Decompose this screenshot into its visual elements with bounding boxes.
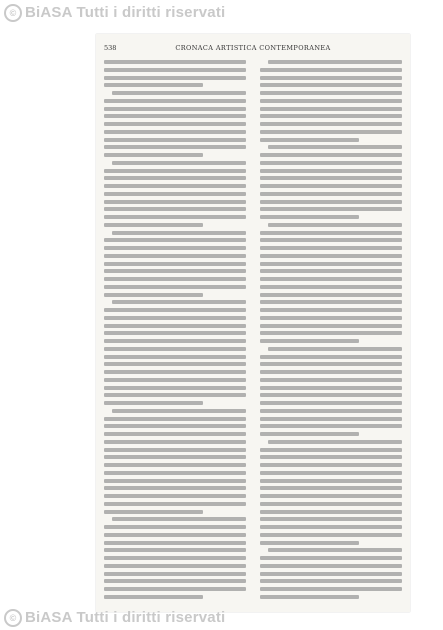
text-line	[260, 541, 359, 545]
scanned-page	[96, 34, 410, 612]
text-line	[104, 448, 246, 452]
text-line	[104, 122, 246, 126]
text-line	[260, 494, 402, 498]
text-line	[260, 401, 402, 405]
text-line	[260, 471, 402, 475]
text-line	[112, 517, 246, 521]
text-line	[104, 424, 246, 428]
text-line	[260, 83, 402, 87]
text-line	[104, 471, 246, 475]
text-line	[260, 324, 402, 328]
text-line	[104, 370, 246, 374]
text-line	[260, 262, 402, 266]
text-line	[260, 207, 402, 211]
text-line	[260, 517, 402, 521]
text-line	[260, 424, 402, 428]
text-line	[104, 556, 246, 560]
text-line	[104, 486, 246, 490]
text-line	[104, 316, 246, 320]
text-line	[104, 401, 203, 405]
text-line	[104, 339, 246, 343]
text-line	[104, 510, 203, 514]
page-header	[104, 42, 402, 56]
text-line	[104, 324, 246, 328]
text-line	[112, 231, 246, 235]
text-line	[104, 184, 246, 188]
text-line	[260, 339, 359, 343]
text-line	[260, 595, 359, 599]
text-line	[260, 331, 402, 335]
text-line	[104, 564, 246, 568]
text-line	[104, 277, 246, 281]
text-line	[260, 316, 402, 320]
copyright-logo-icon: ©	[4, 609, 22, 627]
text-line	[104, 138, 246, 142]
text-line	[104, 238, 246, 242]
text-line	[104, 269, 246, 273]
text-line	[260, 285, 402, 289]
text-line	[104, 99, 246, 103]
text-line	[104, 215, 246, 219]
text-line	[260, 300, 402, 304]
text-line	[260, 293, 402, 297]
text-line	[260, 308, 402, 312]
text-line	[104, 393, 246, 397]
text-line	[260, 362, 402, 366]
text-line	[260, 479, 402, 483]
text-column-right	[260, 60, 402, 603]
text-line	[260, 269, 402, 273]
text-line	[104, 533, 246, 537]
watermark-text: BiASA Tutti i diritti riservati	[25, 4, 226, 21]
running-head: CRONACA ARTISTICA CONTEMPORANEA	[175, 44, 331, 52]
text-line	[104, 595, 203, 599]
text-line	[260, 417, 402, 421]
text-line	[104, 153, 203, 157]
text-line	[104, 378, 246, 382]
text-line	[260, 184, 402, 188]
text-line	[112, 161, 246, 165]
text-line	[260, 432, 359, 436]
text-line	[260, 114, 402, 118]
text-line	[260, 448, 402, 452]
text-line	[104, 494, 246, 498]
text-line	[104, 417, 246, 421]
text-line	[104, 254, 246, 258]
text-line	[104, 308, 246, 312]
text-line	[260, 486, 402, 490]
text-line	[104, 440, 246, 444]
text-line	[104, 579, 246, 583]
text-line	[260, 246, 402, 250]
text-line	[104, 114, 246, 118]
text-line	[104, 347, 246, 351]
text-line	[268, 60, 402, 64]
text-line	[104, 192, 246, 196]
text-line	[268, 347, 402, 351]
watermark-bottom	[4, 609, 225, 627]
text-line	[260, 176, 402, 180]
text-line	[260, 238, 402, 242]
text-line	[104, 432, 246, 436]
text-line	[260, 231, 402, 235]
text-column-left	[104, 60, 246, 603]
text-line	[104, 502, 246, 506]
text-line	[260, 107, 402, 111]
text-line	[260, 200, 402, 204]
text-line	[260, 579, 402, 583]
text-line	[104, 293, 203, 297]
text-line	[260, 122, 402, 126]
text-line	[104, 83, 203, 87]
text-line	[104, 76, 246, 80]
text-line	[260, 393, 402, 397]
text-line	[104, 285, 246, 289]
text-line	[260, 161, 402, 165]
watermark-top	[4, 4, 225, 22]
text-line	[260, 463, 402, 467]
text-line	[104, 572, 246, 576]
text-line	[260, 169, 402, 173]
text-line	[104, 176, 246, 180]
text-line	[268, 145, 402, 149]
text-line	[268, 440, 402, 444]
text-line	[104, 145, 246, 149]
text-line	[260, 533, 402, 537]
text-line	[260, 502, 402, 506]
text-line	[260, 138, 359, 142]
text-line	[104, 200, 246, 204]
text-line	[260, 572, 402, 576]
text-line	[104, 169, 246, 173]
text-line	[104, 525, 246, 529]
text-line	[112, 91, 246, 95]
text-line	[260, 525, 402, 529]
text-line	[104, 541, 246, 545]
text-line	[104, 262, 246, 266]
text-line	[260, 215, 359, 219]
text-line	[260, 378, 402, 382]
text-line	[104, 130, 246, 134]
text-line	[104, 207, 246, 211]
text-line	[260, 99, 402, 103]
text-line	[268, 548, 402, 552]
text-line	[260, 355, 402, 359]
text-line	[104, 362, 246, 366]
text-line	[260, 455, 402, 459]
text-line	[104, 587, 246, 591]
text-line	[104, 331, 246, 335]
text-line	[260, 192, 402, 196]
text-line	[260, 76, 402, 80]
text-line	[260, 153, 402, 157]
text-line	[260, 386, 402, 390]
text-line	[260, 277, 402, 281]
text-line	[104, 455, 246, 459]
copyright-logo-icon: ©	[4, 4, 22, 22]
text-line	[104, 463, 246, 467]
text-line	[104, 246, 246, 250]
text-line	[104, 355, 246, 359]
text-line	[104, 223, 203, 227]
page-number: 538	[104, 44, 117, 52]
watermark-text: BiASA Tutti i diritti riservati	[25, 608, 226, 626]
text-line	[104, 107, 246, 111]
text-line	[104, 60, 246, 64]
text-line	[104, 479, 246, 483]
text-line	[104, 68, 246, 72]
text-line	[260, 91, 402, 95]
text-line	[260, 564, 402, 568]
text-line	[112, 300, 246, 304]
text-line	[112, 409, 246, 413]
text-line	[260, 556, 402, 560]
text-line	[104, 548, 246, 552]
text-line	[260, 409, 402, 413]
text-line	[260, 254, 402, 258]
text-line	[260, 130, 402, 134]
text-line	[260, 510, 402, 514]
text-line	[104, 386, 246, 390]
text-line	[268, 223, 402, 227]
text-line	[260, 587, 402, 591]
text-line	[260, 68, 402, 72]
text-line	[260, 370, 402, 374]
